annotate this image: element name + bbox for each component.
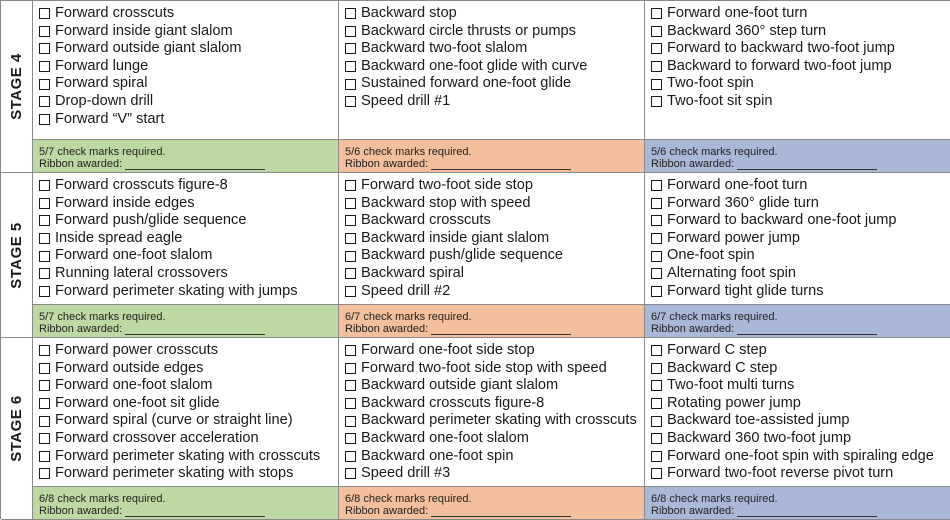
checkbox-icon bbox=[651, 198, 662, 209]
list-item bbox=[345, 230, 640, 248]
skills-cell bbox=[645, 173, 950, 338]
checkbox-icon bbox=[345, 286, 356, 297]
checkbox-icon bbox=[345, 8, 356, 19]
skill-label: Backward stop with speed bbox=[361, 194, 531, 211]
list-item bbox=[39, 412, 334, 430]
list-item bbox=[651, 430, 946, 448]
list-item bbox=[651, 265, 946, 283]
list-item bbox=[345, 93, 640, 111]
list-item bbox=[651, 93, 946, 111]
skill-label: Backward one-foot spin bbox=[361, 447, 514, 464]
skills-list bbox=[339, 338, 644, 486]
skill-label: Backward toe-assisted jump bbox=[667, 412, 850, 429]
list-item bbox=[651, 342, 946, 360]
checkbox-icon bbox=[651, 380, 662, 391]
requirement-text: 5/7 check marks required. bbox=[39, 146, 166, 158]
stage-label-stage-5 bbox=[1, 173, 33, 338]
checkbox-icon bbox=[651, 433, 662, 444]
list-item bbox=[39, 283, 334, 301]
list-item bbox=[345, 247, 640, 265]
ribbon-signature-line[interactable] bbox=[125, 160, 265, 170]
skills-cell bbox=[645, 1, 950, 173]
list-item bbox=[39, 58, 334, 76]
checkbox-icon bbox=[651, 286, 662, 297]
skill-label: Backward perimeter skating with crosscuts bbox=[361, 412, 637, 429]
skill-label: Backward two-foot slalom bbox=[361, 40, 528, 57]
checkbox-icon bbox=[651, 363, 662, 374]
checkbox-icon bbox=[39, 96, 50, 107]
skills-cell bbox=[33, 1, 339, 173]
checkbox-icon bbox=[39, 8, 50, 19]
skill-label: Speed drill #1 bbox=[361, 92, 451, 109]
checkbox-icon bbox=[39, 380, 50, 391]
requirement-footer bbox=[645, 304, 950, 337]
stage-label-text: STAGE 6 bbox=[8, 395, 26, 462]
checkbox-icon bbox=[345, 398, 356, 409]
list-item bbox=[39, 111, 334, 129]
list-item bbox=[651, 465, 946, 483]
ribbon-awarded-label: Ribbon awarded: bbox=[39, 505, 123, 517]
skill-label: Forward crossover acceleration bbox=[55, 429, 259, 446]
ribbon-awarded-label: Ribbon awarded: bbox=[651, 323, 735, 335]
checkbox-icon bbox=[651, 398, 662, 409]
skill-label: Forward inside giant slalom bbox=[55, 22, 233, 39]
checkbox-icon bbox=[651, 26, 662, 37]
skill-label: Forward perimeter skating with crosscuts bbox=[55, 447, 321, 464]
list-item bbox=[345, 412, 640, 430]
list-item bbox=[345, 177, 640, 195]
checkbox-icon bbox=[651, 268, 662, 279]
list-item bbox=[651, 247, 946, 265]
list-item bbox=[345, 195, 640, 213]
checkbox-icon bbox=[651, 468, 662, 479]
list-item bbox=[345, 465, 640, 483]
skills-cell bbox=[33, 338, 339, 520]
skill-label: Forward crosscuts bbox=[55, 5, 175, 21]
skills-cell bbox=[33, 173, 339, 338]
requirement-footer bbox=[339, 139, 644, 172]
list-item bbox=[651, 395, 946, 413]
checkbox-icon bbox=[345, 43, 356, 54]
list-item bbox=[39, 5, 334, 23]
requirement-text: 6/7 check marks required. bbox=[651, 311, 778, 323]
skill-label: Speed drill #3 bbox=[361, 465, 451, 482]
ribbon-awarded bbox=[39, 158, 332, 170]
ribbon-signature-line[interactable] bbox=[737, 325, 877, 335]
skill-label: Backward one-foot glide with curve bbox=[361, 57, 588, 74]
list-item bbox=[345, 395, 640, 413]
checkbox-icon bbox=[651, 79, 662, 90]
skill-label: Forward one-foot turn bbox=[667, 5, 808, 21]
ribbon-signature-line[interactable] bbox=[431, 507, 571, 517]
skill-label: Backward crosscuts bbox=[361, 212, 491, 229]
list-item bbox=[39, 212, 334, 230]
requirement-footer bbox=[339, 304, 644, 337]
list-item bbox=[345, 75, 640, 93]
skill-label: Forward one-foot slalom bbox=[55, 247, 213, 264]
requirement-text: 5/7 check marks required. bbox=[39, 311, 166, 323]
checkbox-icon bbox=[345, 268, 356, 279]
skills-cell bbox=[339, 173, 645, 338]
list-item bbox=[345, 342, 640, 360]
requirement-footer bbox=[645, 139, 950, 172]
ribbon-signature-line[interactable] bbox=[737, 507, 877, 517]
list-item bbox=[651, 195, 946, 213]
skills-list bbox=[645, 1, 950, 139]
skill-label: Forward one-foot slalom bbox=[55, 377, 213, 394]
list-item bbox=[345, 23, 640, 41]
checkbox-icon bbox=[651, 251, 662, 262]
checkbox-icon bbox=[651, 61, 662, 72]
checkbox-icon bbox=[345, 380, 356, 391]
skill-label: One-foot spin bbox=[667, 247, 755, 264]
ribbon-awarded bbox=[345, 323, 638, 335]
skill-label: Forward one-foot turn bbox=[667, 177, 808, 193]
checkbox-icon bbox=[345, 180, 356, 191]
skill-label: Forward outside giant slalom bbox=[55, 40, 242, 57]
skill-label: Forward outside edges bbox=[55, 359, 204, 376]
checkbox-icon bbox=[651, 345, 662, 356]
list-item bbox=[39, 360, 334, 378]
list-item bbox=[345, 360, 640, 378]
skill-label: Forward power crosscuts bbox=[55, 342, 219, 358]
checkbox-icon bbox=[345, 345, 356, 356]
skills-cell bbox=[645, 338, 950, 520]
checkbox-icon bbox=[39, 363, 50, 374]
checkbox-icon bbox=[345, 433, 356, 444]
requirement-footer bbox=[33, 304, 338, 337]
checkbox-icon bbox=[39, 215, 50, 226]
skill-label: Two-foot multi turns bbox=[667, 377, 795, 394]
requirement-footer bbox=[33, 486, 338, 519]
requirement-text: 5/6 check marks required. bbox=[345, 146, 472, 158]
checkbox-icon bbox=[345, 215, 356, 226]
skill-label: Backward circle thrusts or pumps bbox=[361, 22, 576, 39]
skill-label: Sustained forward one-foot glide bbox=[361, 75, 572, 92]
list-item bbox=[39, 40, 334, 58]
checkbox-icon bbox=[39, 468, 50, 479]
skill-label: Forward one-foot spin with spiraling edge bbox=[667, 447, 934, 464]
requirement-text: 6/7 check marks required. bbox=[345, 311, 472, 323]
skills-cell bbox=[339, 1, 645, 173]
checkbox-icon bbox=[345, 468, 356, 479]
list-item bbox=[651, 283, 946, 301]
skill-label: Backward to forward two-foot jump bbox=[667, 57, 892, 74]
checkbox-icon bbox=[651, 451, 662, 462]
ribbon-awarded bbox=[651, 323, 944, 335]
skill-label: Forward inside edges bbox=[55, 194, 195, 211]
ribbon-awarded bbox=[651, 158, 944, 170]
list-item bbox=[651, 230, 946, 248]
checkbox-icon bbox=[39, 286, 50, 297]
skill-label: Forward spiral bbox=[55, 75, 148, 92]
list-item bbox=[345, 448, 640, 466]
skill-label: Forward two-foot side stop with speed bbox=[361, 359, 607, 376]
checkbox-icon bbox=[39, 233, 50, 244]
checkbox-icon bbox=[39, 180, 50, 191]
skill-label: Backward spiral bbox=[361, 264, 465, 281]
skill-label: Forward to backward one-foot jump bbox=[667, 212, 897, 229]
ribbon-awarded bbox=[39, 505, 332, 517]
checkbox-icon bbox=[651, 8, 662, 19]
stage-label-stage-6 bbox=[1, 338, 33, 520]
ribbon-awarded bbox=[651, 505, 944, 517]
skill-label: Forward “V” start bbox=[55, 110, 165, 127]
skills-list bbox=[339, 1, 644, 139]
checkbox-icon bbox=[651, 416, 662, 427]
skill-label: Forward one-foot side stop bbox=[361, 342, 535, 358]
list-item bbox=[345, 212, 640, 230]
list-item bbox=[345, 40, 640, 58]
skills-list bbox=[645, 338, 950, 486]
checkbox-icon bbox=[39, 398, 50, 409]
requirement-text: 6/8 check marks required. bbox=[345, 493, 472, 505]
checkbox-icon bbox=[345, 61, 356, 72]
checkbox-icon bbox=[345, 96, 356, 107]
list-item bbox=[651, 23, 946, 41]
list-item bbox=[345, 5, 640, 23]
checkbox-icon bbox=[651, 180, 662, 191]
skill-label: Forward perimeter skating with stops bbox=[55, 465, 294, 482]
requirement-text: 5/6 check marks required. bbox=[651, 146, 778, 158]
skill-label: Rotating power jump bbox=[667, 394, 801, 411]
skill-label: Backward push/glide sequence bbox=[361, 247, 564, 264]
list-item bbox=[39, 247, 334, 265]
skills-list bbox=[645, 173, 950, 304]
skill-label: Alternating foot spin bbox=[667, 264, 796, 281]
checkbox-icon bbox=[651, 215, 662, 226]
checkbox-icon bbox=[651, 233, 662, 244]
ribbon-awarded-label: Ribbon awarded: bbox=[345, 158, 429, 170]
checkbox-icon bbox=[651, 43, 662, 54]
ribbon-signature-line[interactable] bbox=[431, 160, 571, 170]
requirement-text: 6/8 check marks required. bbox=[39, 493, 166, 505]
skill-label: Forward C step bbox=[667, 342, 767, 358]
skills-cell bbox=[339, 338, 645, 520]
ribbon-signature-line[interactable] bbox=[431, 325, 571, 335]
checkbox-icon bbox=[39, 26, 50, 37]
ribbon-awarded-label: Ribbon awarded: bbox=[345, 323, 429, 335]
skill-label: Forward 360° glide turn bbox=[667, 194, 819, 211]
skill-label: Backward outside giant slalom bbox=[361, 377, 559, 394]
list-item bbox=[39, 395, 334, 413]
list-item bbox=[39, 377, 334, 395]
list-item bbox=[651, 177, 946, 195]
list-item bbox=[651, 58, 946, 76]
checkbox-icon bbox=[345, 451, 356, 462]
requirement-text: 6/8 check marks required. bbox=[651, 493, 778, 505]
skill-label: Backward crosscuts figure-8 bbox=[361, 394, 545, 411]
skill-label: Inside spread eagle bbox=[55, 229, 183, 246]
list-item bbox=[651, 40, 946, 58]
list-item bbox=[345, 430, 640, 448]
ribbon-awarded bbox=[39, 323, 332, 335]
checkbox-icon bbox=[39, 268, 50, 279]
list-item bbox=[39, 75, 334, 93]
checkbox-icon bbox=[39, 416, 50, 427]
list-item bbox=[651, 212, 946, 230]
checkbox-icon bbox=[39, 61, 50, 72]
stage-label-stage-4 bbox=[1, 1, 33, 173]
skill-label: Forward one-foot sit glide bbox=[55, 394, 220, 411]
skills-list bbox=[339, 173, 644, 304]
checkbox-icon bbox=[345, 79, 356, 90]
skills-list bbox=[33, 173, 338, 304]
requirement-footer bbox=[645, 486, 950, 519]
ribbon-awarded-label: Ribbon awarded: bbox=[651, 505, 735, 517]
ribbon-signature-line[interactable] bbox=[125, 325, 265, 335]
skill-label: Backward 360 two-foot jump bbox=[667, 429, 852, 446]
list-item bbox=[651, 448, 946, 466]
list-item bbox=[39, 430, 334, 448]
checkbox-icon bbox=[39, 198, 50, 209]
skill-label: Speed drill #2 bbox=[361, 282, 451, 299]
list-item bbox=[345, 58, 640, 76]
list-item bbox=[345, 283, 640, 301]
list-item bbox=[39, 93, 334, 111]
skill-label: Backward stop bbox=[361, 5, 457, 21]
list-item bbox=[651, 360, 946, 378]
list-item bbox=[39, 465, 334, 483]
skill-label: Backward one-foot slalom bbox=[361, 429, 529, 446]
skill-label: Two-foot spin bbox=[667, 75, 754, 92]
skill-label: Forward to backward two-foot jump bbox=[667, 40, 895, 57]
stage-label-text: STAGE 5 bbox=[8, 221, 26, 289]
ribbon-awarded bbox=[345, 505, 638, 517]
checkbox-icon bbox=[39, 345, 50, 356]
skill-label: Backward 360° step turn bbox=[667, 22, 827, 39]
ribbon-awarded-label: Ribbon awarded: bbox=[651, 158, 735, 170]
checkbox-icon bbox=[345, 233, 356, 244]
list-item bbox=[39, 177, 334, 195]
list-item bbox=[651, 75, 946, 93]
skill-label: Forward crosscuts figure-8 bbox=[55, 177, 228, 193]
skill-label: Forward two-foot side stop bbox=[361, 177, 533, 193]
list-item bbox=[651, 377, 946, 395]
list-item bbox=[39, 265, 334, 283]
checkbox-icon bbox=[651, 96, 662, 107]
skill-label: Forward lunge bbox=[55, 57, 149, 74]
skill-label: Backward C step bbox=[667, 359, 778, 376]
requirement-footer bbox=[339, 486, 644, 519]
list-item bbox=[39, 448, 334, 466]
ribbon-awarded-label: Ribbon awarded: bbox=[39, 158, 123, 170]
skills-list bbox=[33, 1, 338, 139]
checkbox-icon bbox=[39, 43, 50, 54]
requirement-footer bbox=[33, 139, 338, 172]
checkbox-icon bbox=[39, 114, 50, 125]
skill-label: Forward two-foot reverse pivot turn bbox=[667, 465, 894, 482]
checkbox-icon bbox=[345, 363, 356, 374]
ribbon-awarded bbox=[345, 158, 638, 170]
checkbox-icon bbox=[39, 79, 50, 90]
skill-label: Forward push/glide sequence bbox=[55, 212, 247, 229]
list-item bbox=[39, 23, 334, 41]
skill-label: Forward power jump bbox=[667, 229, 801, 246]
checkbox-icon bbox=[39, 251, 50, 262]
ribbon-awarded-label: Ribbon awarded: bbox=[345, 505, 429, 517]
list-item bbox=[651, 412, 946, 430]
list-item bbox=[39, 230, 334, 248]
skill-label: Backward inside giant slalom bbox=[361, 229, 550, 246]
skill-label: Forward spiral (curve or straight line) bbox=[55, 412, 293, 429]
checkbox-icon bbox=[39, 433, 50, 444]
ribbon-signature-line[interactable] bbox=[737, 160, 877, 170]
ribbon-awarded-label: Ribbon awarded: bbox=[39, 323, 123, 335]
list-item bbox=[39, 195, 334, 213]
skill-label: Forward tight glide turns bbox=[667, 282, 824, 299]
checkbox-icon bbox=[345, 26, 356, 37]
checkbox-icon bbox=[345, 251, 356, 262]
skill-label: Drop-down drill bbox=[55, 92, 154, 109]
list-item bbox=[345, 265, 640, 283]
stage-label-text: STAGE 4 bbox=[8, 53, 26, 120]
list-item bbox=[651, 5, 946, 23]
skill-label: Running lateral crossovers bbox=[55, 264, 228, 281]
checkbox-icon bbox=[345, 198, 356, 209]
skill-label: Forward perimeter skating with jumps bbox=[55, 282, 298, 299]
skills-list bbox=[33, 338, 338, 486]
skill-label: Two-foot sit spin bbox=[667, 92, 773, 109]
checkbox-icon bbox=[345, 416, 356, 427]
checkbox-icon bbox=[39, 451, 50, 462]
list-item bbox=[345, 377, 640, 395]
ribbon-signature-line[interactable] bbox=[125, 507, 265, 517]
list-item bbox=[39, 342, 334, 360]
